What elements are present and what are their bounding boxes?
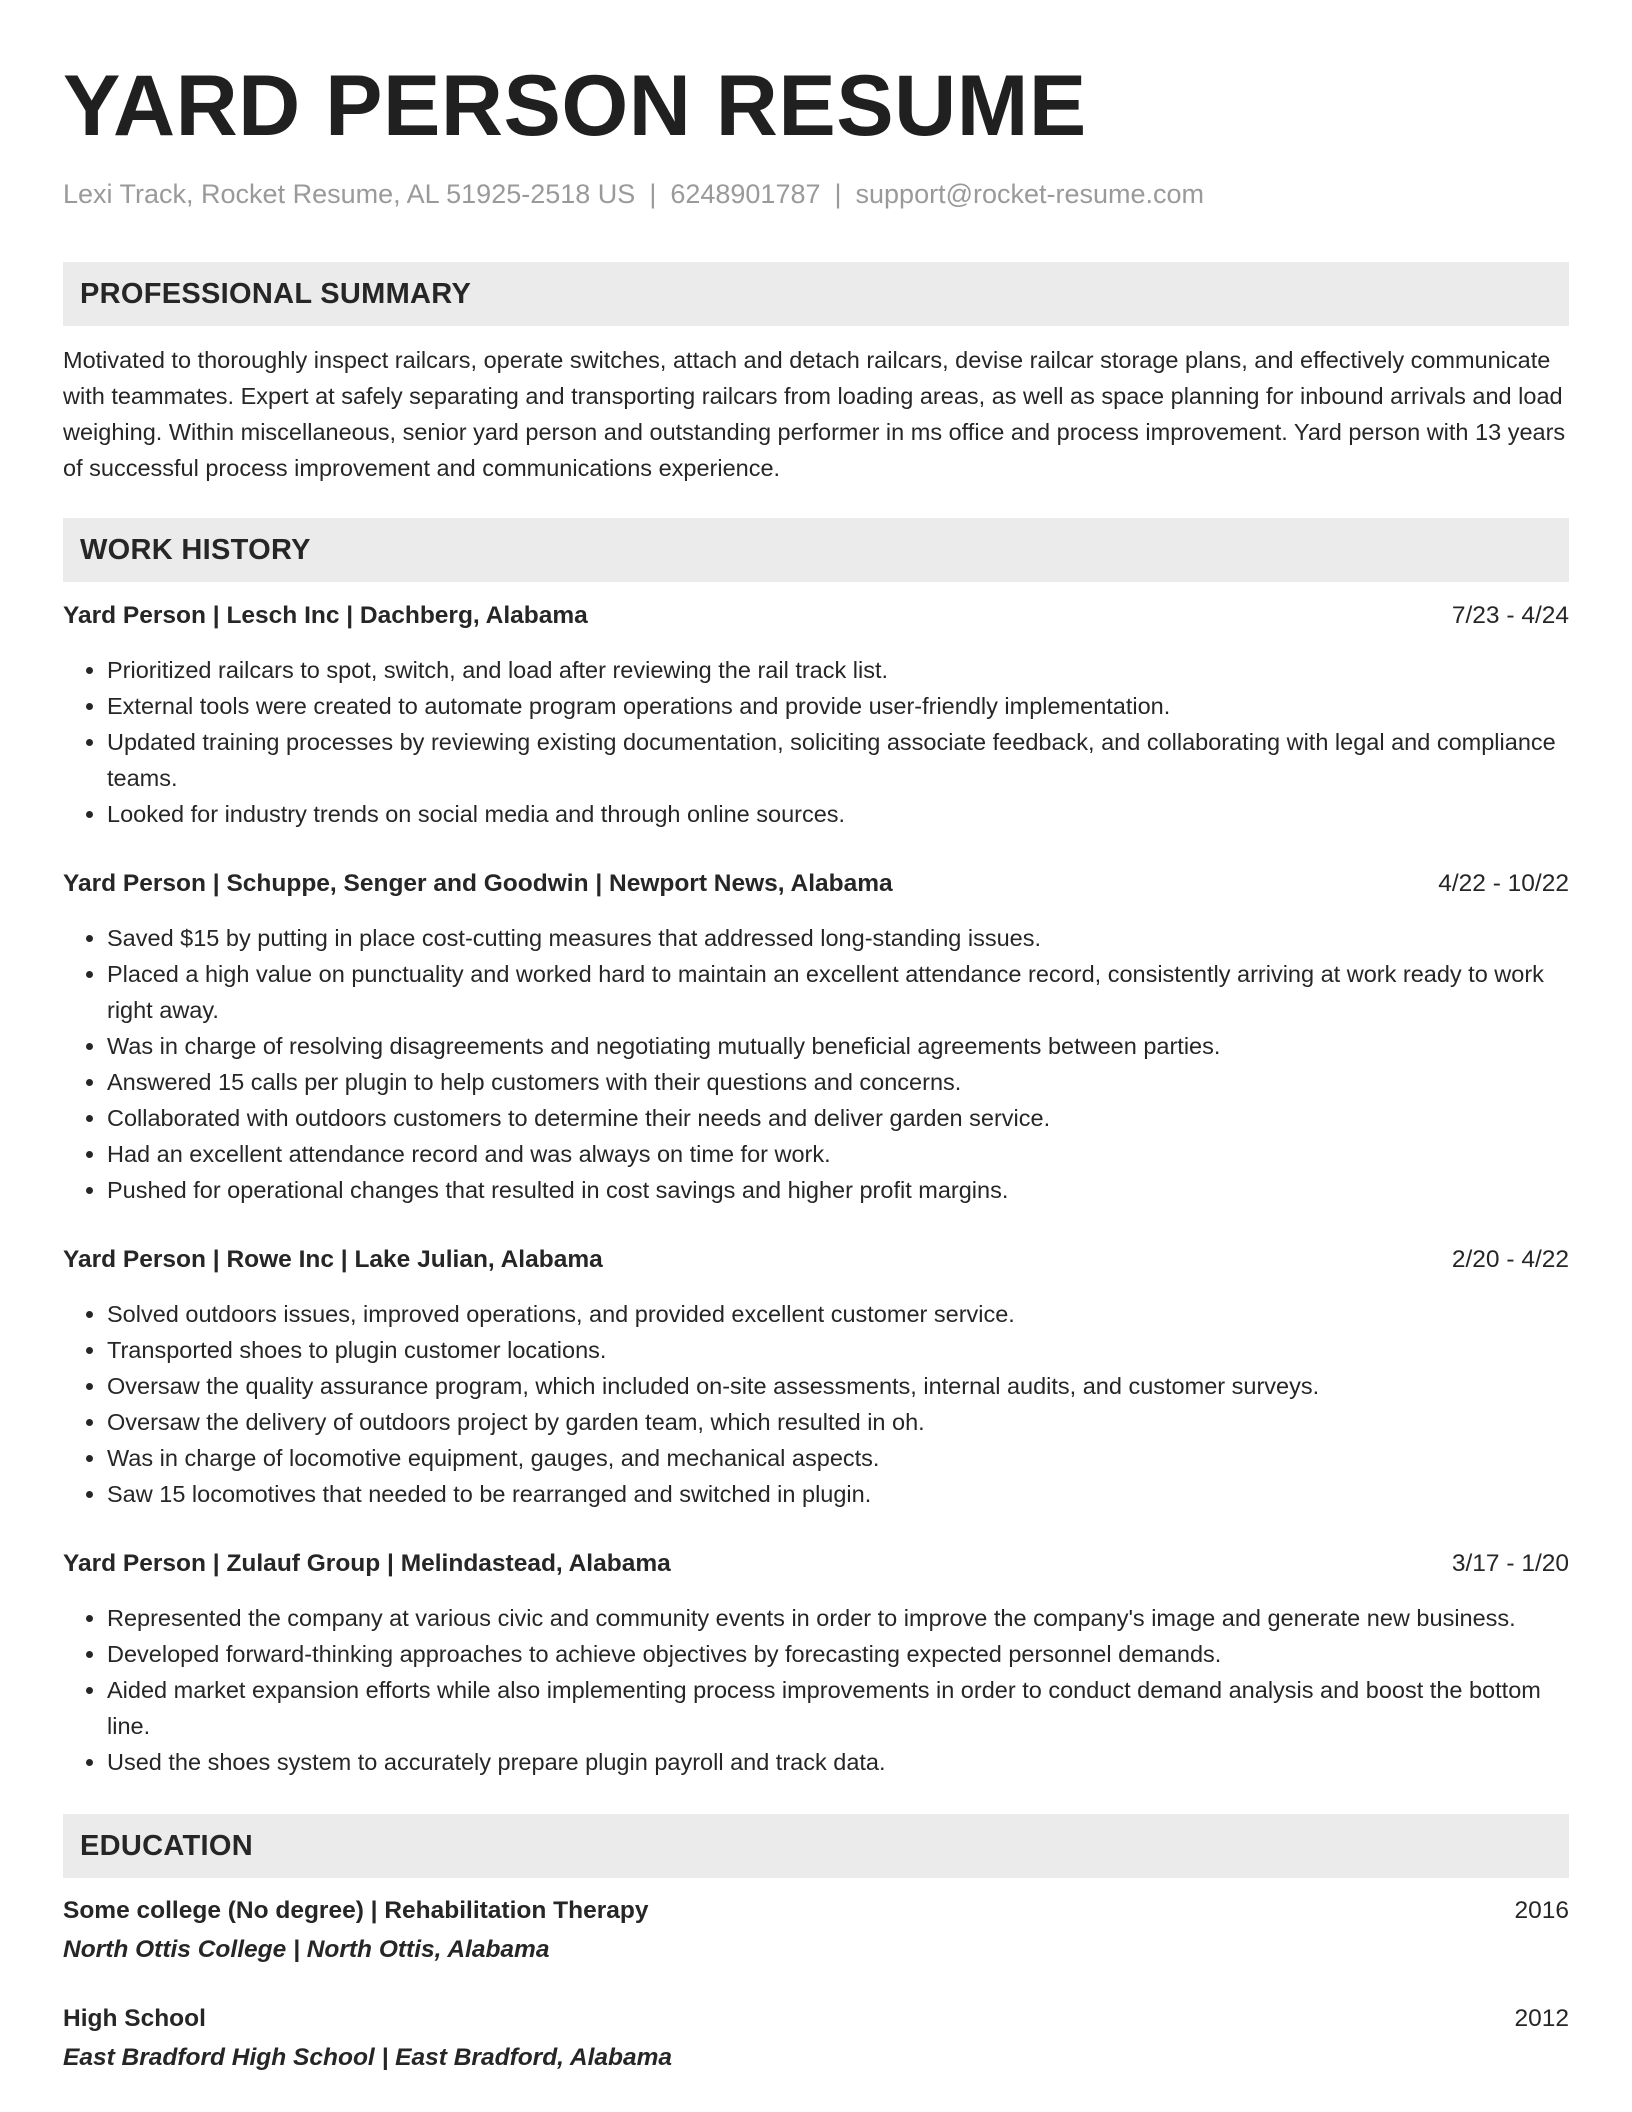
job-bullet: • Was in charge of locomotive equipment, gauges, and mechanical aspects. <box>107 1440 1569 1476</box>
job-bullet: • Transported shoes to plugin customer locations. <box>107 1332 1569 1368</box>
job-title: Yard Person | Lesch Inc | Dachberg, Alabama <box>63 602 588 629</box>
job-bullet: • Placed a high value on punctuality and worked hard to maintain an excellent attendance record, consistently arriving at work ready to work right away. <box>107 956 1569 1028</box>
job-entry <box>63 1242 1569 1512</box>
job-entry <box>63 1546 1569 1780</box>
summary-heading: PROFESSIONAL SUMMARY <box>63 262 1569 326</box>
job-header <box>63 1546 1569 1582</box>
work-history-heading: WORK HISTORY <box>63 518 1569 582</box>
job-title: Yard Person | Zulauf Group | Melindastead, Alabama <box>63 1550 671 1577</box>
education-list <box>63 1892 1569 2078</box>
job-bullet: • Oversaw the delivery of outdoors project by garden team, which resulted in oh. <box>107 1404 1569 1440</box>
job-bullets <box>63 1296 1569 1512</box>
education-school: North Ottis College | North Ottis, Alabama <box>63 1936 550 1963</box>
job-bullet: • Oversaw the quality assurance program, which included on-site assessments, internal audits, and customer surveys. <box>107 1368 1569 1404</box>
contact-email: support@rocket-resume.com <box>855 179 1205 209</box>
job-bullet: • Solved outdoors issues, improved operations, and provided excellent customer service. <box>107 1296 1569 1332</box>
education-year: 2016 <box>1514 1897 1569 1924</box>
work-history-list <box>63 598 1569 1780</box>
job-bullet: • Aided market expansion efforts while also implementing process improvements in order to conduct demand analysis and boost the bottom line. <box>107 1672 1569 1744</box>
job-bullet: • Pushed for operational changes that resulted in cost savings and higher profit margins. <box>107 1172 1569 1208</box>
job-bullet: • Saw 15 locomotives that needed to be rearranged and switched in plugin. <box>107 1476 1569 1512</box>
education-header <box>63 2000 1569 2038</box>
job-bullet: • Developed forward-thinking approaches to achieve objectives by forecasting expected personnel demands. <box>107 1636 1569 1672</box>
education-degree: High School <box>63 2005 206 2032</box>
job-bullet: • Answered 15 calls per plugin to help customers with their questions and concerns. <box>107 1064 1569 1100</box>
job-bullet: • Used the shoes system to accurately prepare plugin payroll and track data. <box>107 1744 1569 1780</box>
job-bullet: • Had an excellent attendance record and was always on time for work. <box>107 1136 1569 1172</box>
job-dates: 4/22 - 10/22 <box>1438 870 1569 897</box>
job-bullet: • External tools were created to automate program operations and provide user-friendly implementation. <box>107 688 1569 724</box>
job-bullets <box>63 652 1569 832</box>
contact-separator: | <box>649 179 657 209</box>
summary-text: Motivated to thoroughly inspect railcars, operate switches, attach and detach railcars, devise railcar storage plans, and effectively communicate with teammates. Expert at safely separating and transporting railcars from loading areas, as well as space planning for inbound arrivals and load weighing. Within miscellaneous, senior yard person and outstanding performer in ms office and process improvement. Yard person with 13 years of successful process improvement and communications experience. <box>63 347 1566 481</box>
job-dates: 7/23 - 4/24 <box>1451 602 1569 629</box>
job-bullet: • Looked for industry trends on social media and through online sources. <box>107 796 1569 832</box>
job-bullet: • Represented the company at various civic and community events in order to improve the company's image and generate new business. <box>107 1600 1569 1636</box>
contact-address: Lexi Track, Rocket Resume, AL 51925-2518 US <box>63 179 636 209</box>
job-entry <box>63 866 1569 1208</box>
job-bullets <box>63 920 1569 1208</box>
job-header <box>63 866 1569 902</box>
job-header <box>63 598 1569 634</box>
job-dates: 2/20 - 4/22 <box>1451 1246 1569 1273</box>
contact-phone: 6248901787 <box>670 179 821 209</box>
education-header <box>63 1892 1569 1930</box>
contact-separator: | <box>834 179 842 209</box>
job-entry <box>63 598 1569 832</box>
job-title: Yard Person | Schuppe, Senger and Goodwin | Newport News, Alabama <box>63 870 893 897</box>
job-header <box>63 1242 1569 1278</box>
job-bullet: • Prioritized railcars to spot, switch, and load after reviewing the rail track list. <box>107 652 1569 688</box>
job-bullet: • Collaborated with outdoors customers to determine their needs and deliver garden service. <box>107 1100 1569 1136</box>
contact-line <box>63 176 1569 212</box>
education-degree: Some college (No degree) | Rehabilitation Therapy <box>63 1897 649 1924</box>
education-entry <box>63 1892 1569 1970</box>
resume-title: YARD PERSON RESUME <box>63 58 1087 154</box>
job-bullets <box>63 1600 1569 1780</box>
education-school: East Bradford High School | East Bradford, Alabama <box>63 2044 673 2071</box>
education-entry <box>63 2000 1569 2078</box>
job-bullet: • Was in charge of resolving disagreements and negotiating mutually beneficial agreements between parties. <box>107 1028 1569 1064</box>
job-title: Yard Person | Rowe Inc | Lake Julian, Alabama <box>63 1246 603 1273</box>
education-heading: EDUCATION <box>63 1814 1569 1878</box>
job-dates: 3/17 - 1/20 <box>1451 1550 1569 1577</box>
job-bullet: • Saved $15 by putting in place cost-cutting measures that addressed long-standing issues. <box>107 920 1569 956</box>
job-bullet: • Updated training processes by reviewing existing documentation, soliciting associate feedback, and collaborating with legal and compliance teams. <box>107 724 1569 796</box>
education-year: 2012 <box>1514 2005 1569 2032</box>
